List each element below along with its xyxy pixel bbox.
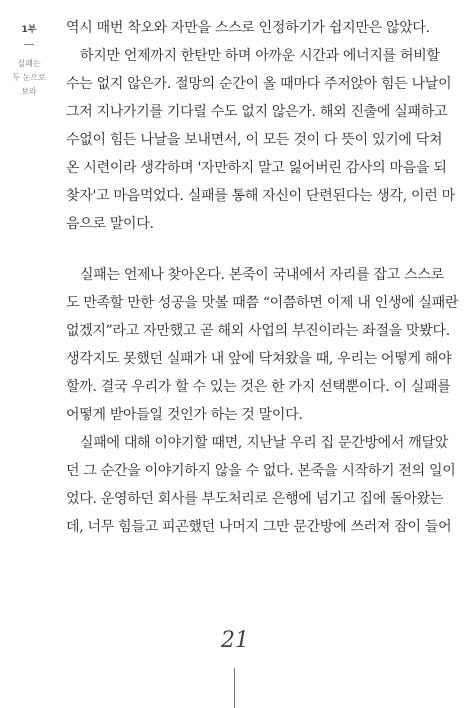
chapter-subtitle-line: 보라 — [21, 87, 37, 96]
text-line: 던 그 순간을 이야기하지 않을 수 없다. 본죽을 시작하기 전의 일이 — [66, 463, 456, 479]
paragraph-gap — [66, 238, 450, 261]
chapter-subtitle-line: 실패는 — [17, 59, 41, 68]
text-line: 었다. 운영하던 회사를 부도처리로 은행에 넘기고 집에 돌아왔는 — [66, 491, 444, 507]
paragraph — [66, 42, 455, 238]
text-line: 역시 매번 착오와 자만을 스스로 인정하기가 쉽지만은 않았다. — [66, 20, 430, 36]
page-number: 21 — [221, 628, 249, 653]
page-number-rule — [234, 668, 235, 708]
body-text — [66, 14, 459, 541]
text-line: 할까. 결국 우리가 할 수 있는 것은 한 가지 선택뿐이다. 이 실패를 — [66, 379, 451, 395]
paragraph — [66, 261, 459, 429]
text-line: 데, 너무 힘들고 피곤했던 나머지 그만 문간방에 쓰러져 잠이 들어 — [66, 519, 452, 535]
paragraph — [66, 14, 450, 42]
text-line: 수는 없지 않은가. 절망의 순간이 올 때마다 주저앉아 힘든 나날이 — [66, 76, 452, 92]
text-line: 도 만족할 만한 성공을 맛볼 때쯤 “이쯤하면 이제 내 인생에 실패란 — [66, 295, 459, 311]
paragraph — [66, 429, 456, 541]
text-line: 찾자'고 마음먹었다. 실패를 통해 자신이 단련된다는 생각, 이런 마 — [66, 188, 455, 204]
text-line: 생각지도 못했던 실패가 내 앞에 닥쳐왔을 때, 우리는 어떻게 해야 — [66, 351, 452, 367]
margin-column — [0, 0, 58, 708]
part-label: 1부 — [21, 25, 37, 35]
text-line: 그저 지나가기를 기다릴 수도 없지 않은가. 해외 진출에 실패하고 — [66, 104, 448, 120]
chapter-subtitle-line: 두 눈으로 — [12, 73, 46, 82]
text-line: 없겠지”라고 자만했고 곧 해외 사업의 부진이라는 좌절을 맛봤다. — [66, 323, 450, 339]
text-line: 실패는 언제나 찾아온다. 본죽이 국내에서 자리를 잡고 스스로 — [80, 267, 444, 283]
text-line: 어떻게 받아들일 것인가 하는 것 말이다. — [66, 407, 303, 423]
text-line: 음으로 말이다. — [66, 216, 154, 232]
part-divider — [24, 44, 34, 45]
text-line: 실패에 대해 이야기할 때면, 지난날 우리 집 문간방에서 깨달았 — [80, 435, 448, 451]
text-line: 온 시련이라 생각하며 '자만하지 말고 잃어버린 감사의 마음을 되 — [66, 160, 447, 176]
text-line: 하지만 언제까지 한탄만 하며 아까운 시간과 에너지를 허비할 — [80, 48, 440, 64]
text-line: 수없이 힘든 나날을 보내면서, 이 모든 것이 다 뜻이 있기에 닥쳐 — [66, 132, 443, 148]
